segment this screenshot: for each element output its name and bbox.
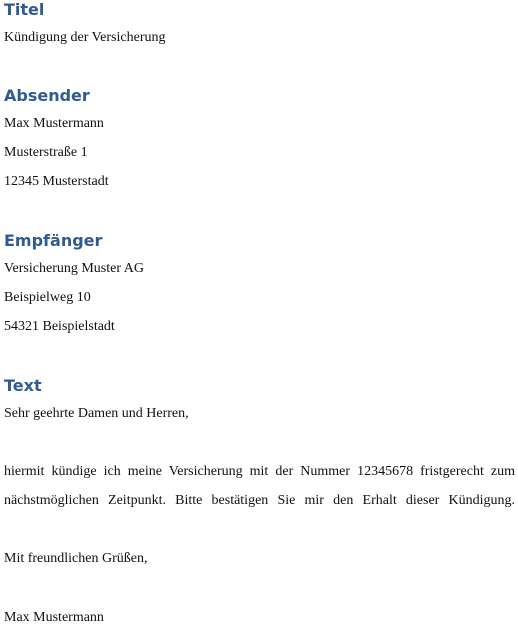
section-heading-titel: Titel: [4, 0, 45, 19]
absender-street: Musterstraße 1: [4, 145, 88, 160]
section-heading-text: Text: [4, 376, 42, 395]
absender-name: Max Mustermann: [4, 116, 104, 131]
section-heading-empfaenger: Empfänger: [4, 231, 103, 250]
empfaenger-name: Versicherung Muster AG: [4, 261, 144, 276]
empfaenger-city: 54321 Beispielstadt: [4, 319, 115, 334]
closing: Mit freundlichen Grüßen,: [4, 551, 148, 566]
titel-text: Kündigung der Versicherung: [4, 30, 166, 45]
signature: Max Mustermann: [4, 610, 104, 625]
absender-city: 12345 Musterstadt: [4, 174, 109, 189]
salutation: Sehr geehrte Damen und Herren,: [4, 406, 189, 421]
section-heading-absender: Absender: [4, 86, 90, 105]
empfaenger-street: Beispielweg 10: [4, 290, 91, 305]
body-line-2: nächstmöglichen Zeitpunkt. Bitte bestätigen Sie mir den Erhalt dieser Kündigung.: [4, 493, 515, 508]
body-line-1: hiermit kündige ich meine Versicherung mit der Nummer 12345678 fristgerecht zum: [4, 464, 515, 479]
